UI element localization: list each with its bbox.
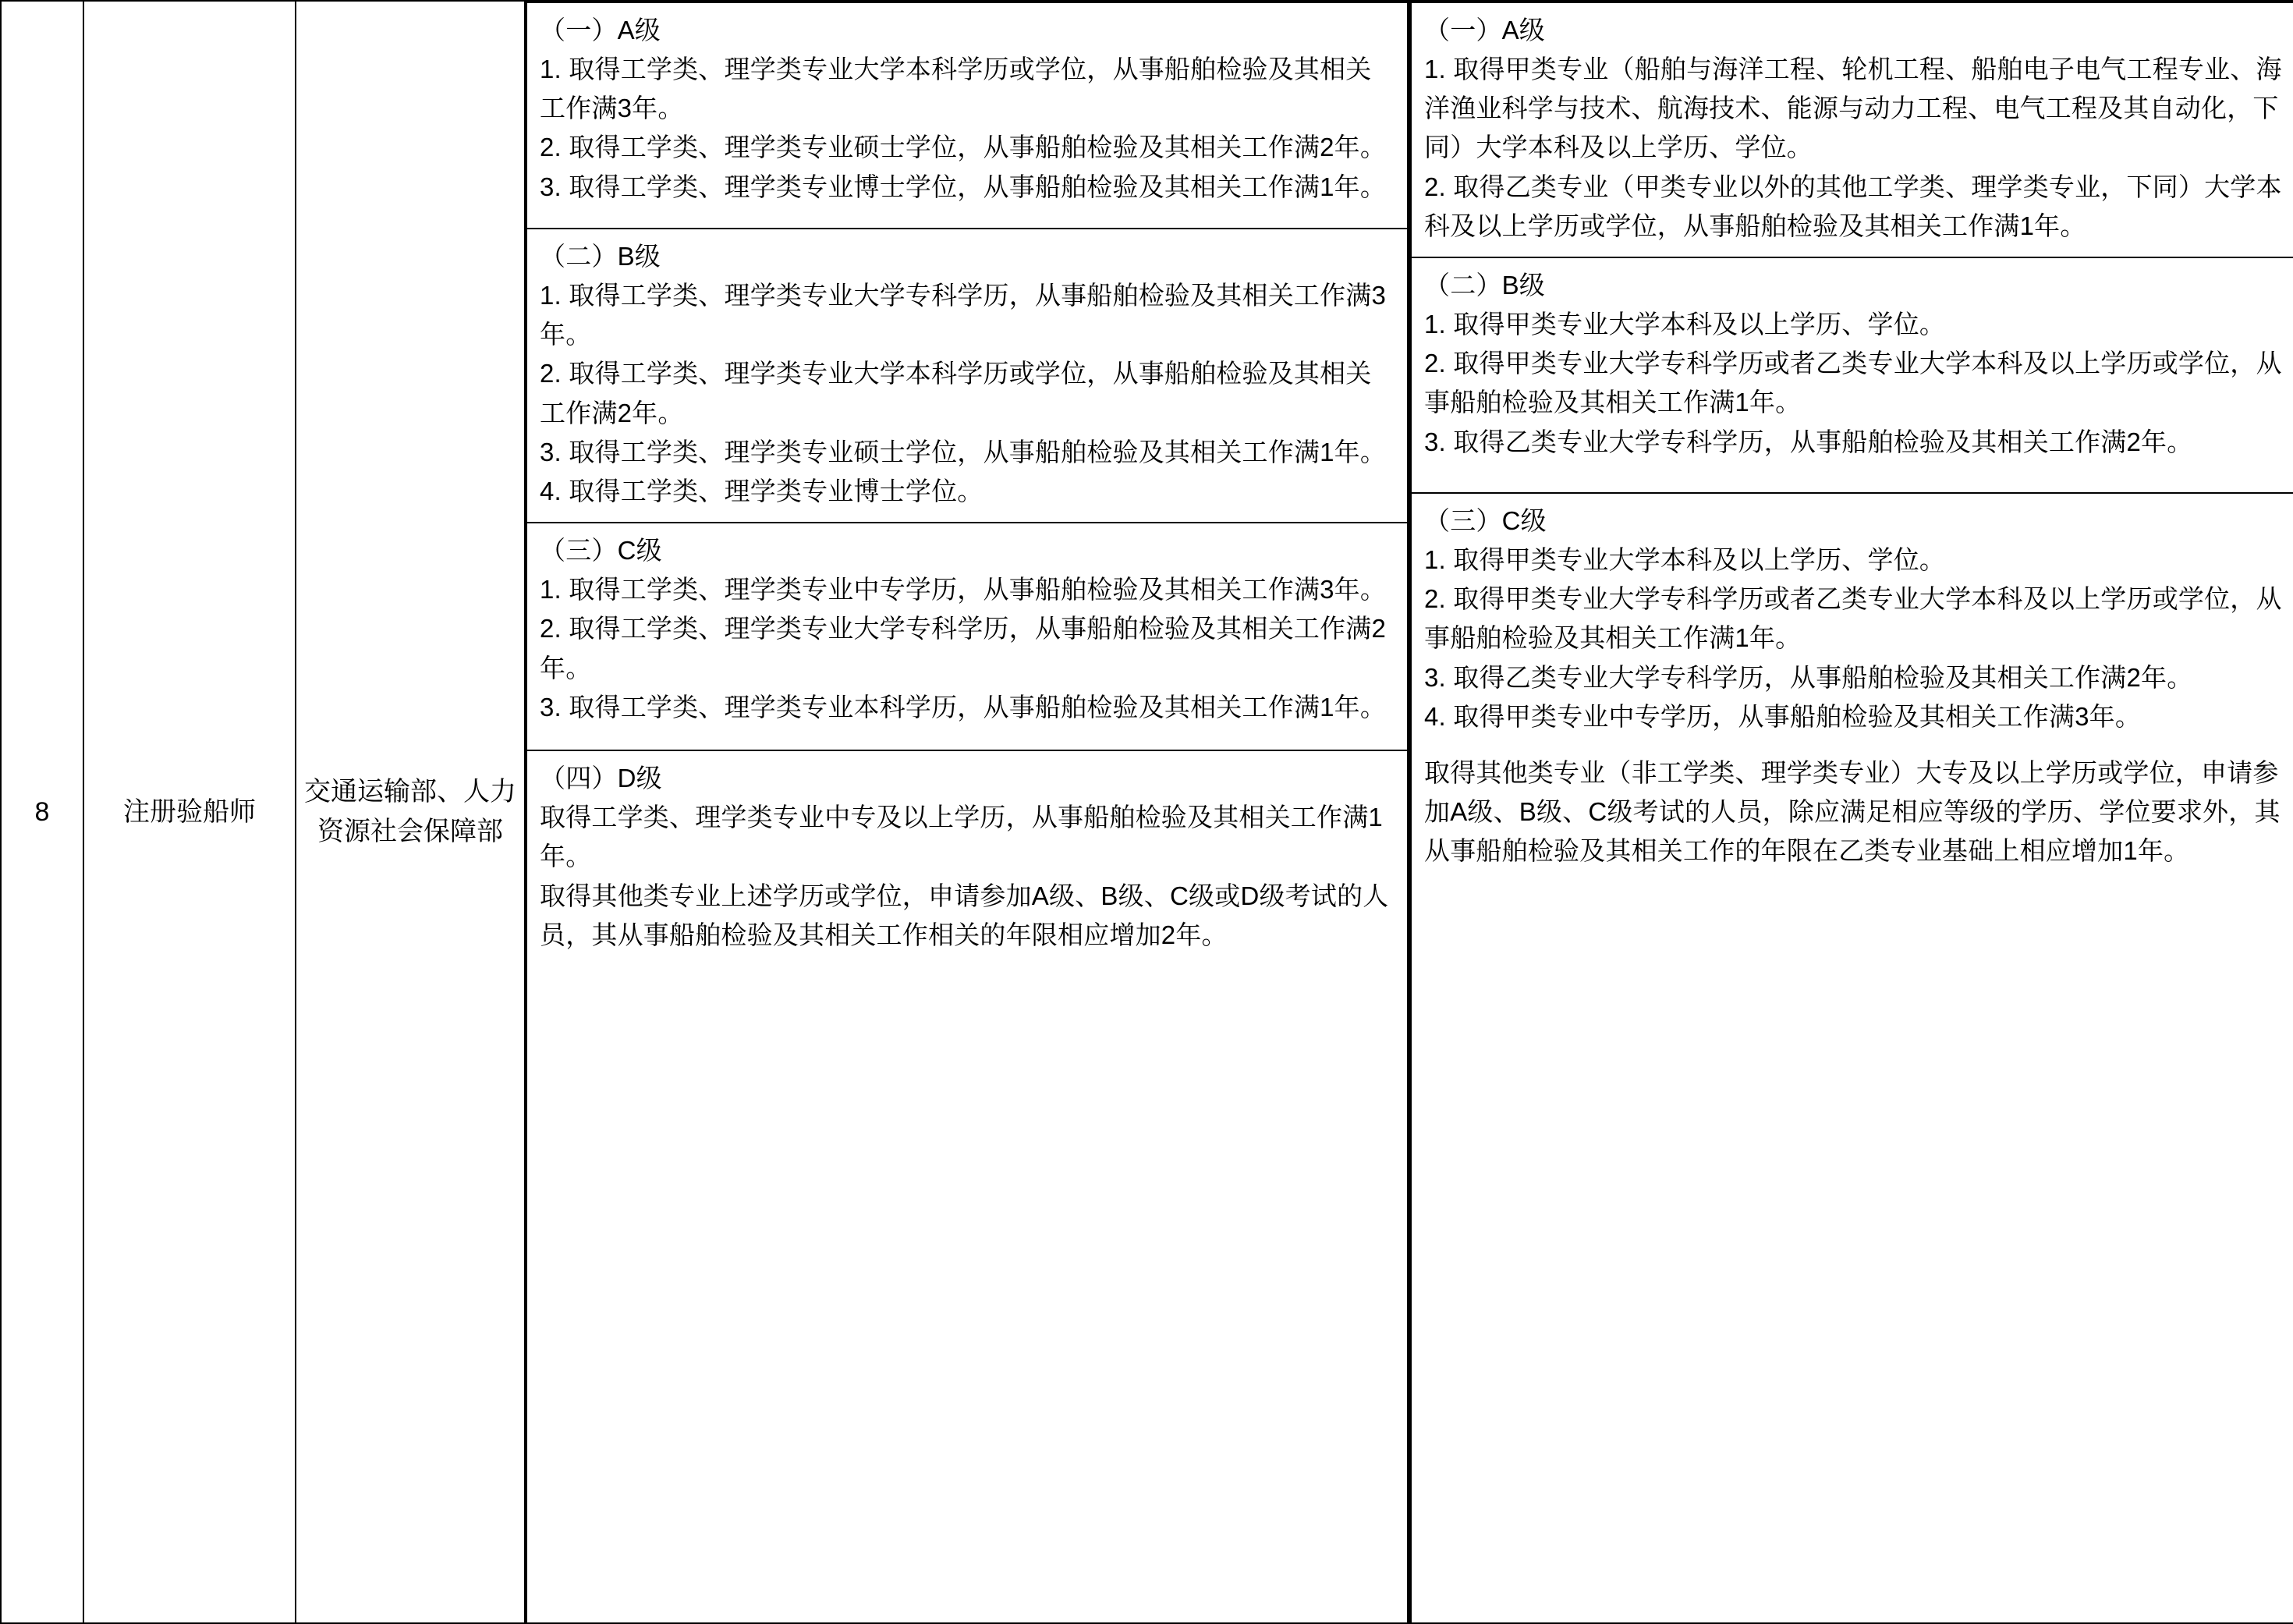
segment-c-d-line-2: 2. 取得甲类专业大学专科学历或者乙类专业大学本科及以上学历或学位，从事船舶检验及其相关工作满1年。 <box>1424 584 2282 653</box>
segment-c <box>526 523 1408 750</box>
segment-c-d <box>1411 493 2293 1622</box>
column-c-segments <box>526 2 1409 1622</box>
segment-b-line-2: 2. 取得工学类、理学类专业大学本科学历或学位，从事船舶检验及其相关工作满2年。 <box>540 359 1372 427</box>
segment-a-d <box>1411 2 2293 257</box>
segment-c-heading: （三）C级 <box>540 536 662 566</box>
segment-c-d-heading: （三）C级 <box>1424 505 1547 535</box>
segment-a-line-2: 2. 取得工学类、理学类专业硕士学位，从事船舶检验及其相关工作满2年。 <box>540 133 1387 162</box>
segment-a-d-line-1: 1. 取得甲类专业（船舶与海洋工程、轮机工程、船舶电子电气工程专业、海洋渔业科学与技术、航海技术、能源与动力工程、电气工程及其自动化，下同）大学本科及以上学历、学位。 <box>1424 55 2282 162</box>
segment-a-line-1: 1. 取得工学类、理学类专业大学本科学历或学位，从事船舶检验及其相关工作满3年。 <box>540 55 1372 123</box>
segment-c-line-2: 2. 取得工学类、理学类专业大学专科学历，从事船舶检验及其相关工作满2年。 <box>540 614 1387 683</box>
segment-a <box>526 2 1408 229</box>
column-d-segments <box>1410 2 2293 1622</box>
cell-organization: 交通运输部、人力资源社会保障部 <box>296 1 525 1623</box>
segment-c-d-line-3: 3. 取得乙类专业大学专科学历，从事船舶检验及其相关工作满2年。 <box>1424 662 2193 692</box>
segment-b-d-line-3: 3. 取得乙类专业大学专科学历，从事船舶检验及其相关工作满2年。 <box>1424 427 2193 456</box>
cell-row-number: 8 <box>1 1 83 1623</box>
segment-a-d-line-2: 2. 取得乙类专业（甲类专业以外的其他工学类、理学类专业，下同）大学本科及以上学历或学位，从事船舶检验及其相关工作满1年。 <box>1424 172 2282 240</box>
cell-column-c <box>525 1 1409 1623</box>
segment-d-heading: （四）D级 <box>540 764 662 793</box>
segment-b-line-3: 3. 取得工学类、理学类专业硕士学位，从事船舶检验及其相关工作满1年。 <box>540 437 1387 466</box>
segment-b-line-4: 4. 取得工学类、理学类专业博士学位。 <box>540 476 983 505</box>
segment-c-line-3: 3. 取得工学类、理学类专业本科学历，从事船舶检验及其相关工作满1年。 <box>540 692 1387 722</box>
segment-b-d-heading: （二）B级 <box>1424 270 1546 300</box>
segment-b-line-1: 1. 取得工学类、理学类专业大学专科学历，从事船舶检验及其相关工作满3年。 <box>540 281 1387 349</box>
segment-d-line-2: 取得其他类专业上述学历或学位，申请参加A级、B级、C级或D级考试的人员，其从事船舶检验及其相关工作相关的年限相应增加2年。 <box>540 881 1389 949</box>
segment-b-heading: （二）B级 <box>540 242 661 271</box>
segment-c-d-line-4: 4. 取得甲类专业中专学历，从事船舶检验及其相关工作满3年。 <box>1424 701 2142 731</box>
cell-title: 注册验船师 <box>83 1 296 1623</box>
segment-a-d-heading: （一）A级 <box>1424 16 1546 44</box>
segment-c-d-line-1: 1. 取得甲类专业大学本科及以上学历、学位。 <box>1424 545 1946 575</box>
segment-b-d-line-2: 2. 取得甲类专业大学专科学历或者乙类专业大学本科及以上学历或学位，从事船舶检验及其相关工作满1年。 <box>1424 349 2282 417</box>
segment-c-d-trailing: 取得其他类专业（非工学类、理学类专业）大专及以上学历或学位，申请参加A级、B级、C级考试的人员，除应满足相应等级的学历、学位要求外，其从事船舶检验及其相关工作的年限在乙类专业基础上相应增加1年。 <box>1424 757 2281 866</box>
segment-b-d <box>1411 257 2293 493</box>
segment-b <box>526 229 1408 523</box>
cell-column-d <box>1409 1 2293 1623</box>
segment-d <box>526 750 1408 1622</box>
segment-a-heading: （一）A级 <box>540 16 661 44</box>
segment-a-line-3: 3. 取得工学类、理学类专业博士学位，从事船舶检验及其相关工作满1年。 <box>540 172 1387 201</box>
segment-c-line-1: 1. 取得工学类、理学类专业中专学历，从事船舶检验及其相关工作满3年。 <box>540 575 1387 605</box>
segment-b-d-line-1: 1. 取得甲类专业大学本科及以上学历、学位。 <box>1424 310 1946 339</box>
segment-d-line-1: 取得工学类、理学类专业中专及以上学历，从事船舶检验及其相关工作满1年。 <box>540 803 1383 871</box>
table-row <box>1 1 2293 1623</box>
paragraph-spacer <box>1424 736 2285 753</box>
